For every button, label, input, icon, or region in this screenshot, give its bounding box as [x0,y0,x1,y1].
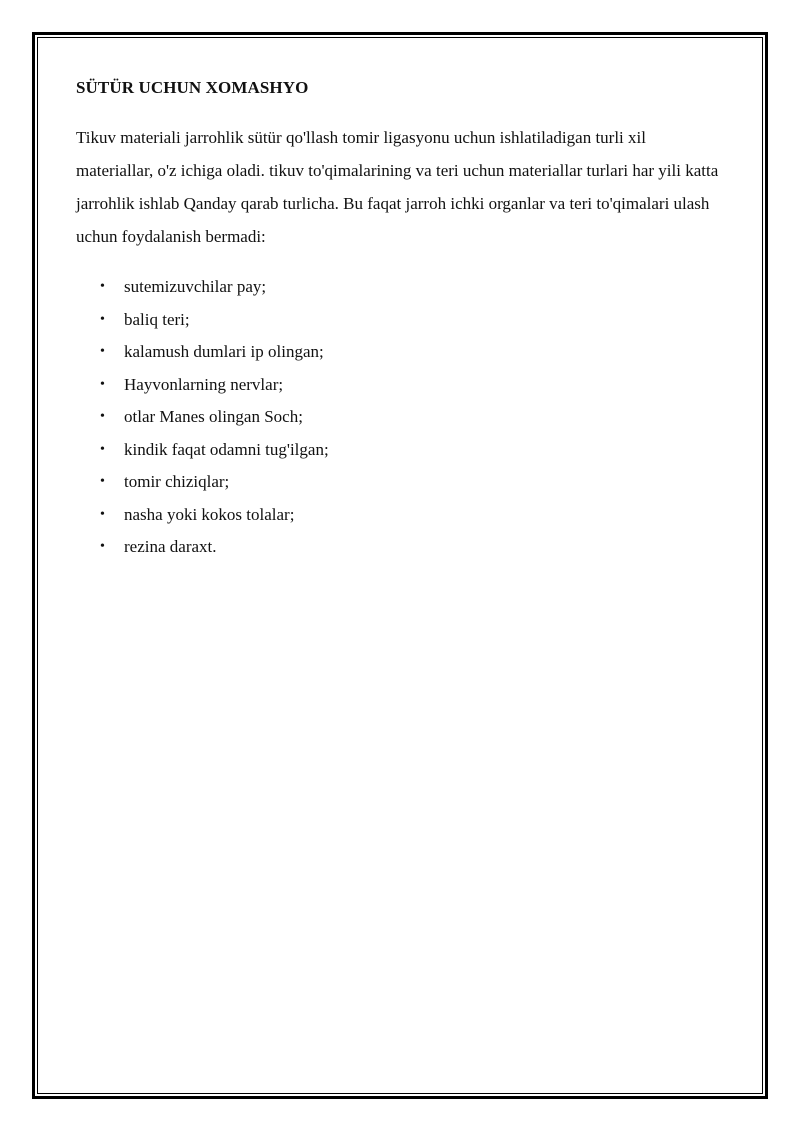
list-item-text: otlar Manes olingan Soch; [124,407,303,426]
list-item-text: rezina daraxt. [124,537,217,556]
list-item [76,369,726,402]
list-item [76,466,726,499]
bullet-icon: • [100,279,105,294]
list-item [76,336,726,369]
bullet-icon: • [100,474,105,489]
list-item-text: Hayvonlarning nervlar; [124,374,284,394]
materials-list [76,271,726,564]
document-body [76,76,726,564]
bullet-icon: • [100,409,105,424]
list-item [76,499,726,532]
list-item [76,434,726,467]
bullet-icon: • [100,344,105,359]
list-item-text: sutemizuvchilar pay; [124,277,267,296]
bullet-icon: • [100,539,105,554]
list-item-text: kalamush dumlari ip olingan; [124,342,324,361]
list-item-text: baliq teri; [124,309,190,329]
bullet-icon: • [100,506,105,522]
bullet-icon: • [100,441,105,457]
bullet-icon: • [100,311,105,327]
bullet-icon: • [100,376,105,392]
list-item-text: kindik faqat odamni tug'ilgan; [124,439,329,459]
list-item [76,401,726,434]
list-item [76,531,726,564]
list-item-text: tomir chiziqlar; [124,472,230,491]
list-item-text: nasha yoki kokos tolalar; [124,504,295,524]
list-item [76,271,726,304]
document-title: SÜTÜR UCHUN XOMASHYO [76,78,309,97]
intro-paragraph: Tikuv materiali jarrohlik sütür qo'llash tomir ligasyonu uchun ishlatiladigan turli xil materiallar, o'z ichiga oladi. tikuv to'qimalarining va teri uchun materiallar turlari har yili katta jarrohlik ishlab Qanday qarab turlicha. Bu faqat jarroh ichki organlar va teri to'qimalari ulash uchun foydalanish bermadi: [76,128,719,246]
list-item [76,304,726,337]
